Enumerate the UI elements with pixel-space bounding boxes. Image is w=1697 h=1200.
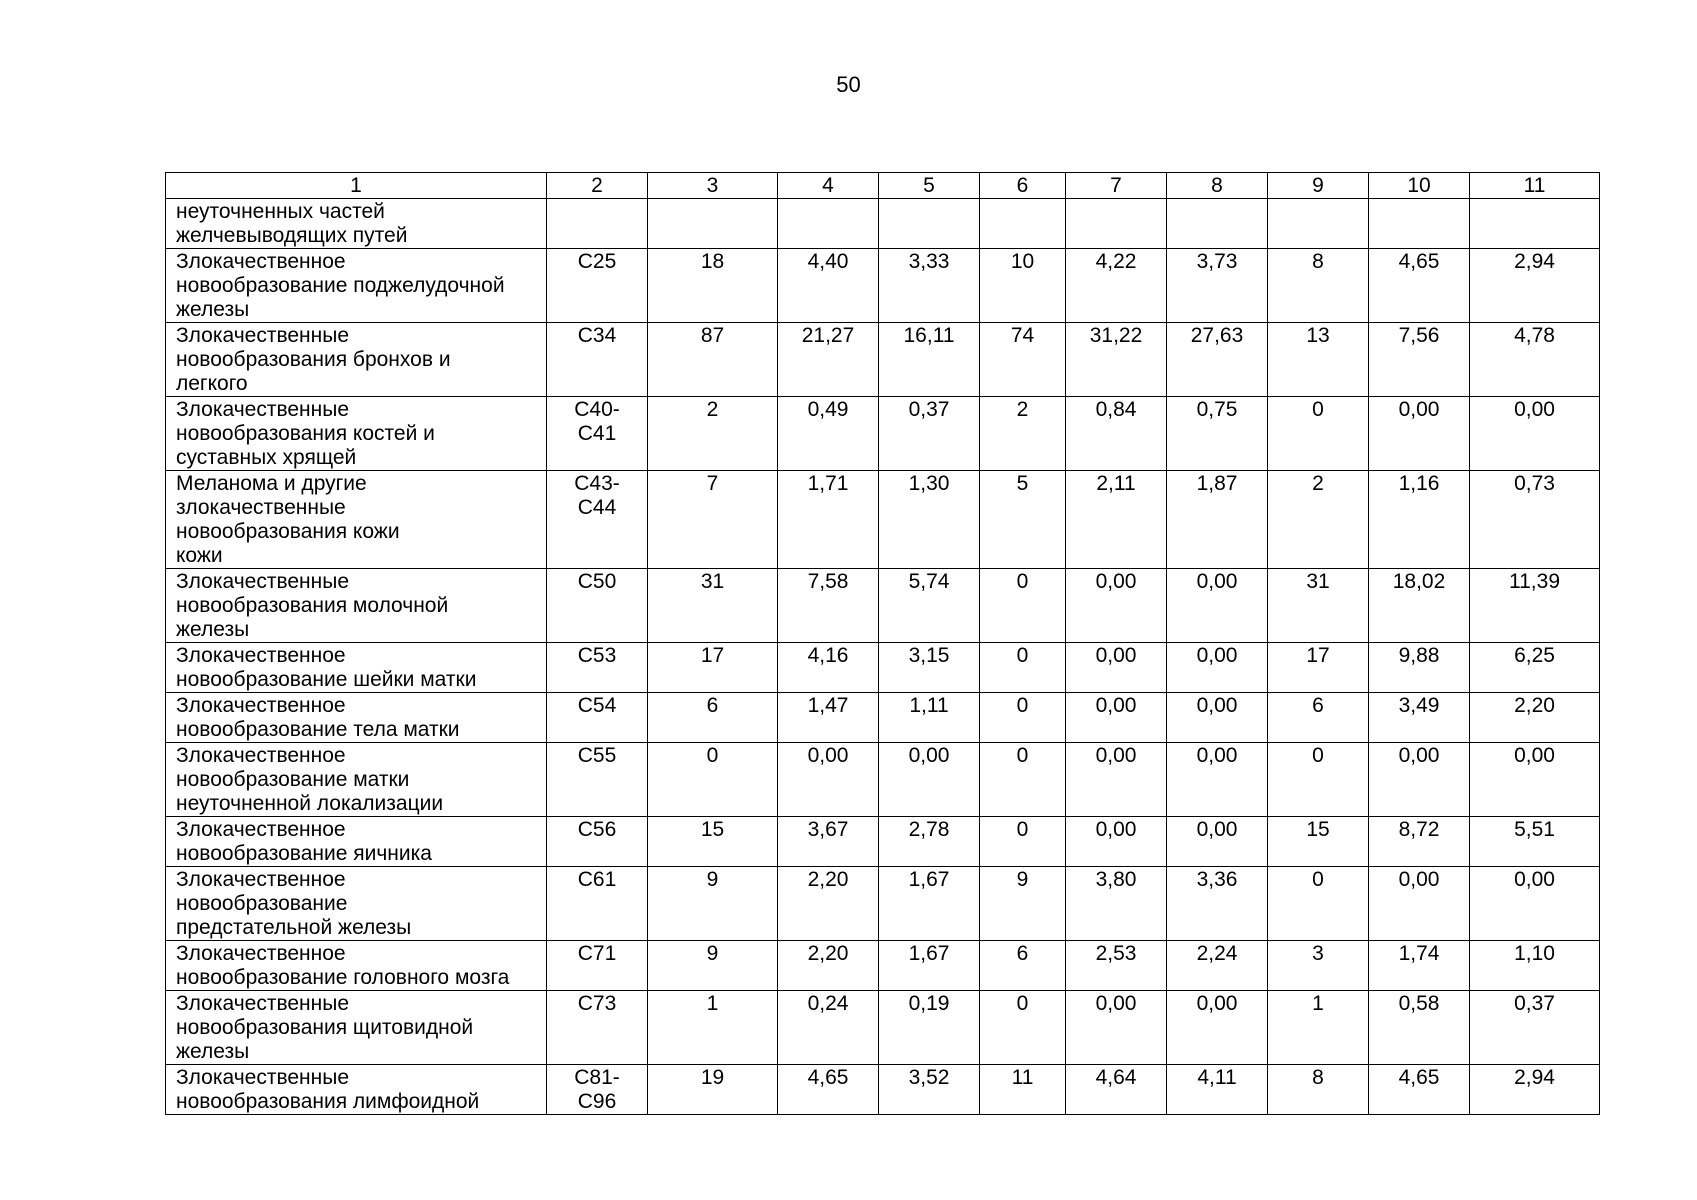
disease-name-line: новообразование шейки матки: [176, 668, 477, 691]
value-cell-col-8: 4,11: [1167, 1065, 1268, 1115]
value-cell-col-8: 0,00: [1167, 817, 1268, 867]
value-cell-col-10: 7,56: [1369, 323, 1470, 397]
value-cell-col-7: 0,00: [1066, 643, 1167, 693]
icd-code-cell: [547, 471, 648, 569]
table-row: [166, 1065, 1600, 1115]
disease-name-line: Злокачественное: [176, 942, 346, 965]
disease-name-cell: [166, 199, 547, 249]
value-cell-col-8: 2,24: [1167, 941, 1268, 991]
disease-name-line: Злокачественные: [176, 1066, 350, 1089]
disease-name-line: новообразование: [176, 892, 348, 915]
value-cell-col-4: 0,24: [778, 991, 879, 1065]
icd-code-line: C50: [577, 570, 617, 593]
table-row: [166, 471, 1600, 569]
value-cell-col-5: 2,78: [879, 817, 980, 867]
disease-name-line: железы: [176, 1040, 250, 1063]
value-cell-col-8: 0,75: [1167, 397, 1268, 471]
value-cell-col-11: 0,00: [1470, 867, 1600, 941]
value-cell-col-9: 17: [1268, 643, 1369, 693]
value-cell-col-11: 2,94: [1470, 1065, 1600, 1115]
table-row: [166, 643, 1600, 693]
disease-name-line: Злокачественное: [176, 818, 346, 841]
value-cell-col-5: 16,11: [879, 323, 980, 397]
value-cell-col-9: [1268, 199, 1369, 249]
value-cell-col-11: 2,20: [1470, 693, 1600, 743]
value-cell-col-7: 4,22: [1066, 249, 1167, 323]
value-cell-col-9: 3: [1268, 941, 1369, 991]
disease-name-cell: [166, 397, 547, 471]
disease-name-line: новообразования бронхов и: [176, 348, 451, 371]
value-cell-col-6: 0: [980, 693, 1066, 743]
disease-name-cell: [166, 941, 547, 991]
value-cell-col-7: 3,80: [1066, 867, 1167, 941]
value-cell-col-3: 7: [648, 471, 778, 569]
value-cell-col-9: 0: [1268, 397, 1369, 471]
column-header-10: 10: [1369, 173, 1470, 199]
value-cell-col-3: 1: [648, 991, 778, 1065]
value-cell-col-8: 3,36: [1167, 867, 1268, 941]
table-row: [166, 323, 1600, 397]
disease-name-cell: [166, 991, 547, 1065]
value-cell-col-9: 0: [1268, 743, 1369, 817]
disease-name-cell: [166, 471, 547, 569]
value-cell-col-8: 0,00: [1167, 991, 1268, 1065]
value-cell-col-3: 19: [648, 1065, 778, 1115]
value-cell-col-10: 0,00: [1369, 743, 1470, 817]
column-header-9: 9: [1268, 173, 1369, 199]
value-cell-col-10: 0,58: [1369, 991, 1470, 1065]
value-cell-col-7: 0,00: [1066, 693, 1167, 743]
value-cell-col-10: 1,74: [1369, 941, 1470, 991]
icd-code-line: C81-: [574, 1066, 620, 1089]
icd-code-line: C61: [577, 868, 617, 891]
value-cell-col-9: 31: [1268, 569, 1369, 643]
disease-name-line: предстательной железы: [176, 916, 412, 939]
value-cell-col-5: 1,67: [879, 867, 980, 941]
column-header-7: 7: [1066, 173, 1167, 199]
value-cell-col-3: 31: [648, 569, 778, 643]
disease-name-line: Злокачественные: [176, 324, 350, 347]
value-cell-col-11: 5,51: [1470, 817, 1600, 867]
value-cell-col-9: 15: [1268, 817, 1369, 867]
value-cell-col-4: 4,40: [778, 249, 879, 323]
value-cell-col-7: 0,00: [1066, 569, 1167, 643]
value-cell-col-5: 3,52: [879, 1065, 980, 1115]
value-cell-col-5: 0,19: [879, 991, 980, 1065]
value-cell-col-9: 8: [1268, 249, 1369, 323]
icd-code-cell: [547, 817, 648, 867]
column-header-1: 1: [166, 173, 547, 199]
column-header-6: 6: [980, 173, 1066, 199]
value-cell-col-8: 3,73: [1167, 249, 1268, 323]
value-cell-col-5: 1,67: [879, 941, 980, 991]
value-cell-col-11: 6,25: [1470, 643, 1600, 693]
disease-name-line: неуточненных частей: [176, 200, 385, 223]
icd-code-cell: [547, 569, 648, 643]
disease-name-line: новообразования щитовидной: [176, 1016, 474, 1039]
disease-name-line: Злокачественные: [176, 992, 350, 1015]
disease-name-line: новообразования костей и: [176, 422, 435, 445]
disease-name-line: новообразования лимфоидной: [176, 1090, 480, 1113]
icd-code-line: C43-: [574, 472, 620, 495]
value-cell-col-4: 2,20: [778, 867, 879, 941]
column-header-5: 5: [879, 173, 980, 199]
disease-name-cell: [166, 643, 547, 693]
icd-code-line: C96: [577, 1090, 617, 1113]
value-cell-col-9: 2: [1268, 471, 1369, 569]
value-cell-col-6: 10: [980, 249, 1066, 323]
disease-name-line: новообразование тела матки: [176, 718, 460, 741]
value-cell-col-3: [648, 199, 778, 249]
icd-code-cell: [547, 1065, 648, 1115]
value-cell-col-11: 2,94: [1470, 249, 1600, 323]
icd-code-line: C55: [577, 744, 617, 767]
value-cell-col-5: 3,33: [879, 249, 980, 323]
value-cell-col-9: 1: [1268, 991, 1369, 1065]
value-cell-col-10: 0,00: [1369, 397, 1470, 471]
icd-code-cell: [547, 643, 648, 693]
value-cell-col-11: 0,73: [1470, 471, 1600, 569]
disease-name-line: новообразование яичника: [176, 842, 432, 865]
value-cell-col-11: 4,78: [1470, 323, 1600, 397]
value-cell-col-5: 3,15: [879, 643, 980, 693]
value-cell-col-10: 0,00: [1369, 867, 1470, 941]
icd-code-cell: [547, 941, 648, 991]
value-cell-col-4: 2,20: [778, 941, 879, 991]
icd-code-line: C41: [577, 422, 617, 445]
icd-code-line: C25: [577, 250, 617, 273]
value-cell-col-10: [1369, 199, 1470, 249]
icd-code-line: C56: [577, 818, 617, 841]
value-cell-col-9: 0: [1268, 867, 1369, 941]
disease-name-line: Злокачественное: [176, 744, 346, 767]
value-cell-col-9: 13: [1268, 323, 1369, 397]
disease-name-line: легкого: [176, 372, 248, 395]
value-cell-col-7: 0,00: [1066, 817, 1167, 867]
value-cell-col-6: 0: [980, 569, 1066, 643]
value-cell-col-8: [1167, 199, 1268, 249]
value-cell-col-8: 0,00: [1167, 569, 1268, 643]
disease-name-line: злокачественные: [176, 496, 346, 519]
disease-name-line: Меланома и другие: [176, 472, 367, 495]
disease-name-line: новообразования молочной: [176, 594, 449, 617]
value-cell-col-6: [980, 199, 1066, 249]
disease-name-cell: [166, 817, 547, 867]
value-cell-col-7: 4,64: [1066, 1065, 1167, 1115]
column-header-8: 8: [1167, 173, 1268, 199]
value-cell-col-8: 1,87: [1167, 471, 1268, 569]
icd-code-line: C71: [577, 942, 617, 965]
disease-name-line: новообразование матки: [176, 768, 410, 791]
value-cell-col-5: 1,30: [879, 471, 980, 569]
value-cell-col-4: 1,47: [778, 693, 879, 743]
data-table: [165, 172, 1600, 1115]
icd-code-cell: [547, 867, 648, 941]
table-row: [166, 569, 1600, 643]
value-cell-col-10: 4,65: [1369, 249, 1470, 323]
value-cell-col-3: 15: [648, 817, 778, 867]
value-cell-col-9: 6: [1268, 693, 1369, 743]
disease-name-line: Злокачественные: [176, 570, 350, 593]
table-row: [166, 867, 1600, 941]
value-cell-col-4: 7,58: [778, 569, 879, 643]
disease-name-cell: [166, 1065, 547, 1115]
value-cell-col-4: 0,00: [778, 743, 879, 817]
value-cell-col-11: 0,00: [1470, 397, 1600, 471]
disease-name-line: новообразования кожи: [176, 520, 400, 543]
disease-name-line: железы: [176, 618, 250, 641]
value-cell-col-6: 11: [980, 1065, 1066, 1115]
value-cell-col-11: 0,00: [1470, 743, 1600, 817]
icd-code-cell: [547, 693, 648, 743]
value-cell-col-5: 5,74: [879, 569, 980, 643]
value-cell-col-3: 0: [648, 743, 778, 817]
value-cell-col-9: 8: [1268, 1065, 1369, 1115]
value-cell-col-4: 3,67: [778, 817, 879, 867]
value-cell-col-4: 4,65: [778, 1065, 879, 1115]
icd-code-cell: [547, 743, 648, 817]
value-cell-col-7: 2,11: [1066, 471, 1167, 569]
table-row: [166, 249, 1600, 323]
value-cell-col-11: 11,39: [1470, 569, 1600, 643]
table-row: [166, 397, 1600, 471]
value-cell-col-6: 74: [980, 323, 1066, 397]
icd-code-cell: [547, 397, 648, 471]
value-cell-col-6: 9: [980, 867, 1066, 941]
value-cell-col-8: 27,63: [1167, 323, 1268, 397]
disease-name-cell: [166, 569, 547, 643]
value-cell-col-4: 4,16: [778, 643, 879, 693]
disease-name-line: железы: [176, 298, 250, 321]
value-cell-col-4: 1,71: [778, 471, 879, 569]
header-row: [166, 173, 1600, 199]
value-cell-col-8: 0,00: [1167, 743, 1268, 817]
icd-code-cell: [547, 249, 648, 323]
value-cell-col-11: 1,10: [1470, 941, 1600, 991]
value-cell-col-6: 0: [980, 817, 1066, 867]
value-cell-col-6: 0: [980, 743, 1066, 817]
disease-name-line: неуточненной локализации: [176, 792, 444, 815]
value-cell-col-10: 18,02: [1369, 569, 1470, 643]
value-cell-col-3: 87: [648, 323, 778, 397]
column-header-2: 2: [547, 173, 648, 199]
value-cell-col-7: 31,22: [1066, 323, 1167, 397]
value-cell-col-10: 8,72: [1369, 817, 1470, 867]
table-row: [166, 199, 1600, 249]
disease-name-line: кожи: [176, 544, 223, 567]
value-cell-col-10: 1,16: [1369, 471, 1470, 569]
value-cell-col-6: 6: [980, 941, 1066, 991]
value-cell-col-7: 0,00: [1066, 743, 1167, 817]
disease-name-line: новообразование головного мозга: [176, 966, 510, 989]
value-cell-col-10: 3,49: [1369, 693, 1470, 743]
disease-name-line: Злокачественные: [176, 398, 350, 421]
value-cell-col-11: [1470, 199, 1600, 249]
disease-name-line: желчевыводящих путей: [176, 224, 408, 247]
value-cell-col-3: 17: [648, 643, 778, 693]
icd-code-line: C54: [577, 694, 617, 717]
value-cell-col-4: 0,49: [778, 397, 879, 471]
value-cell-col-3: 9: [648, 941, 778, 991]
table-row: [166, 991, 1600, 1065]
disease-name-line: новообразование поджелудочной: [176, 274, 505, 297]
value-cell-col-3: 6: [648, 693, 778, 743]
table-row: [166, 743, 1600, 817]
value-cell-col-5: 0,00: [879, 743, 980, 817]
table-row: [166, 941, 1600, 991]
value-cell-col-6: 0: [980, 991, 1066, 1065]
table-row: [166, 693, 1600, 743]
value-cell-col-6: 0: [980, 643, 1066, 693]
icd-code-line: C34: [577, 324, 617, 347]
disease-name-line: Злокачественное: [176, 644, 346, 667]
value-cell-col-5: 1,11: [879, 693, 980, 743]
table-row: [166, 817, 1600, 867]
value-cell-col-7: 0,00: [1066, 991, 1167, 1065]
disease-name-line: Злокачественное: [176, 250, 346, 273]
icd-code-line: C53: [577, 644, 617, 667]
value-cell-col-7: 2,53: [1066, 941, 1167, 991]
disease-name-cell: [166, 743, 547, 817]
value-cell-col-10: 9,88: [1369, 643, 1470, 693]
disease-name-cell: [166, 867, 547, 941]
disease-name-cell: [166, 249, 547, 323]
value-cell-col-10: 4,65: [1369, 1065, 1470, 1115]
table-body: [166, 199, 1600, 1115]
value-cell-col-7: [1066, 199, 1167, 249]
icd-code-cell: [547, 991, 648, 1065]
icd-code-cell: [547, 199, 648, 249]
disease-name-line: Злокачественное: [176, 868, 346, 891]
value-cell-col-5: [879, 199, 980, 249]
icd-code-cell: [547, 323, 648, 397]
disease-name-line: Злокачественное: [176, 694, 346, 717]
value-cell-col-5: 0,37: [879, 397, 980, 471]
icd-code-line: C40-: [574, 398, 620, 421]
icd-code-line: C73: [577, 992, 617, 1015]
column-header-4: 4: [778, 173, 879, 199]
value-cell-col-11: 0,37: [1470, 991, 1600, 1065]
value-cell-col-6: 2: [980, 397, 1066, 471]
value-cell-col-3: 18: [648, 249, 778, 323]
column-header-3: 3: [648, 173, 778, 199]
value-cell-col-8: 0,00: [1167, 643, 1268, 693]
value-cell-col-7: 0,84: [1066, 397, 1167, 471]
disease-name-line: суставных хрящей: [176, 446, 357, 469]
value-cell-col-3: 2: [648, 397, 778, 471]
value-cell-col-6: 5: [980, 471, 1066, 569]
value-cell-col-8: 0,00: [1167, 693, 1268, 743]
value-cell-col-4: 21,27: [778, 323, 879, 397]
disease-name-cell: [166, 693, 547, 743]
column-header-11: 11: [1470, 173, 1600, 199]
value-cell-col-4: [778, 199, 879, 249]
page-number: 50: [836, 72, 861, 97]
disease-name-cell: [166, 323, 547, 397]
icd-code-line: C44: [577, 496, 617, 519]
value-cell-col-3: 9: [648, 867, 778, 941]
